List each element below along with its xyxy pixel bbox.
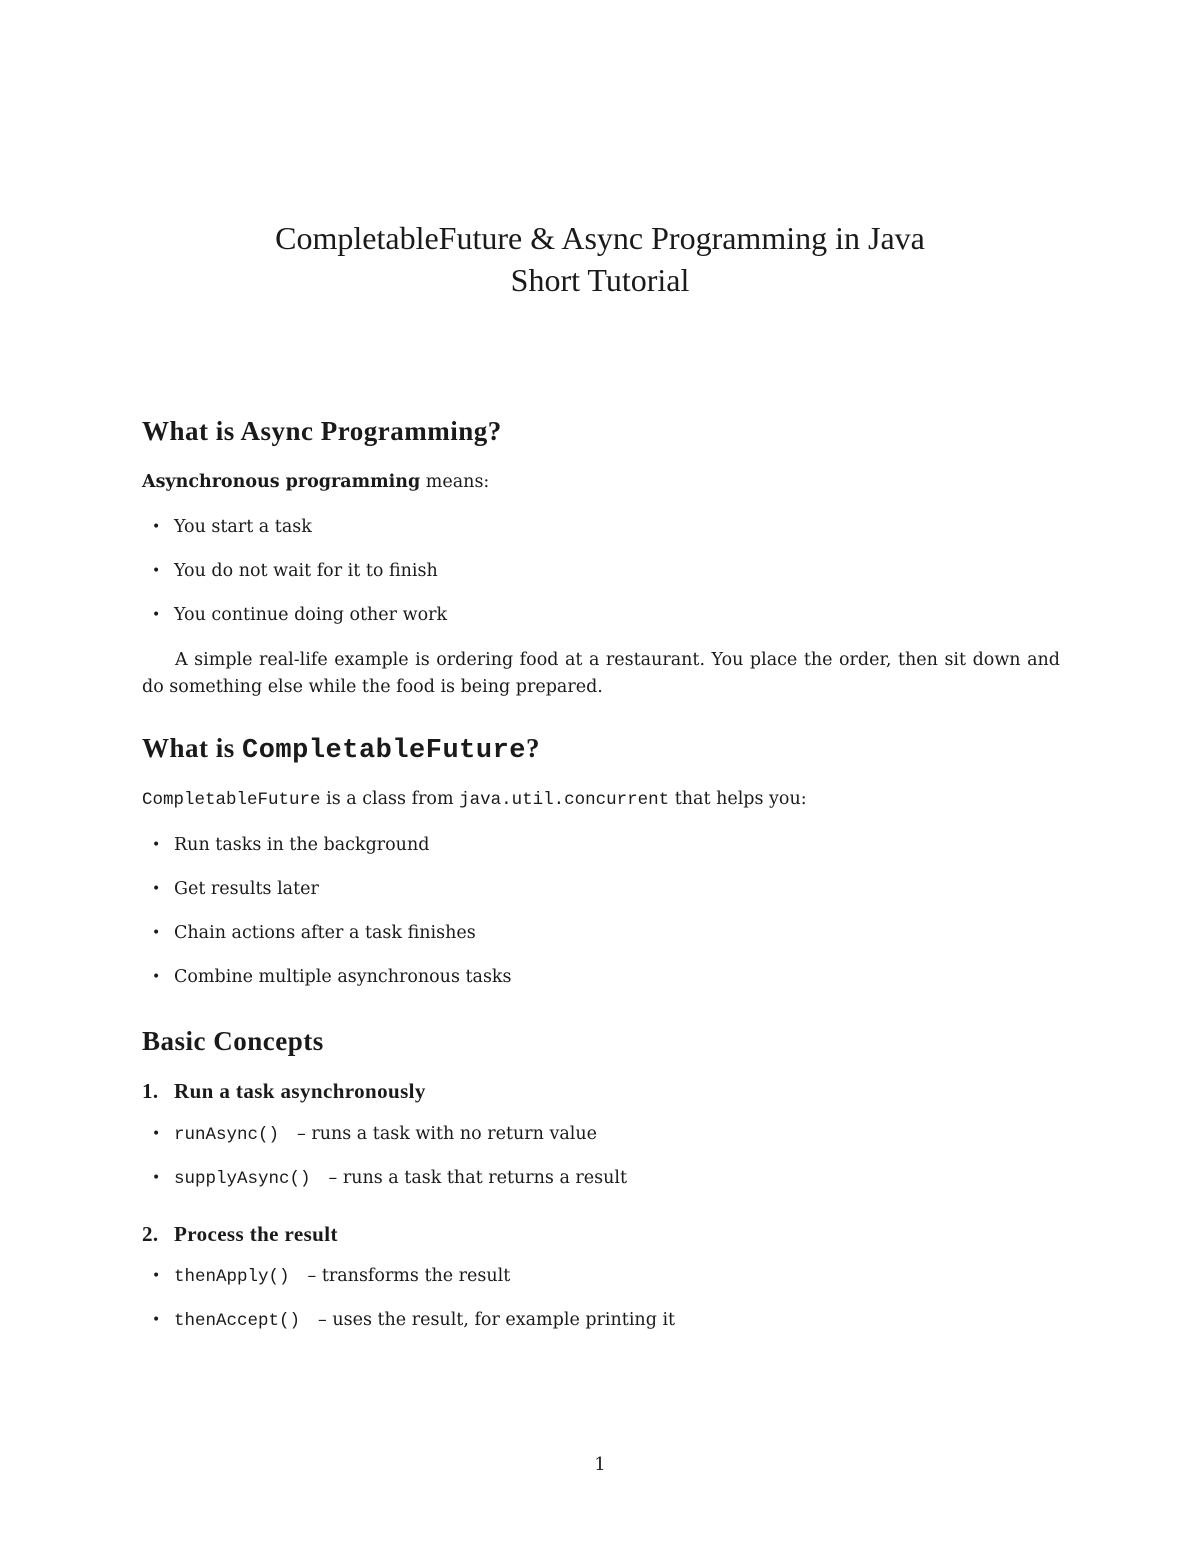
method-code: supplyAsync()	[174, 1169, 311, 1189]
subsection-title: Run a task asynchronously	[174, 1079, 426, 1103]
list-item	[142, 515, 447, 559]
section1-paragraph: A simple real-life example is ordering food at a restaurant. You place the order, then sit down and do something else while the food is being prepared.	[142, 650, 1060, 697]
list-item-text: You start a task	[174, 517, 312, 537]
subsection-heading-run-task	[142, 1079, 426, 1104]
subsection-number: 1.	[142, 1079, 159, 1103]
list-item-text: You continue doing other work	[174, 605, 448, 625]
bullet-icon: •	[152, 925, 161, 941]
section1-intro	[142, 472, 489, 492]
subsection-number: 2.	[142, 1222, 159, 1246]
document-title: CompletableFuture & Async Programming in Java	[275, 220, 925, 256]
intro-code-class: CompletableFuture	[142, 790, 321, 810]
section-heading-basic-concepts: Basic Concepts	[142, 1026, 324, 1056]
heading-prefix: What is	[142, 733, 243, 763]
list-item-text: Run tasks in the background	[174, 835, 430, 855]
list-item-text: Chain actions after a task finishes	[174, 923, 476, 943]
method-code: runAsync()	[174, 1125, 280, 1145]
method-description: – uses the result, for example printing it	[318, 1310, 676, 1330]
list-item	[142, 1264, 675, 1308]
section2-intro	[142, 789, 807, 810]
subsection-title: Process the result	[174, 1222, 338, 1246]
intro-text-2: that helps you:	[669, 789, 807, 809]
section1-bullet-list	[142, 515, 447, 647]
bullet-icon: •	[152, 1312, 161, 1328]
list-item	[142, 603, 447, 647]
list-item	[142, 1308, 675, 1352]
intro-code-package: java.util.concurrent	[459, 790, 670, 810]
list-item	[142, 1166, 627, 1210]
section2-bullet-list	[142, 833, 512, 1009]
list-item-text: You do not wait for it to finish	[174, 561, 438, 581]
run-task-list	[142, 1122, 627, 1210]
bullet-icon: •	[152, 1268, 161, 1284]
list-item	[142, 559, 447, 603]
list-item	[142, 877, 512, 921]
intro-rest: means:	[420, 472, 490, 492]
bullet-icon: •	[152, 519, 161, 535]
method-code: thenApply()	[174, 1267, 290, 1287]
intro-text-1: is a class from	[320, 789, 460, 809]
method-code: thenAccept()	[174, 1311, 301, 1331]
list-item	[142, 1122, 627, 1166]
list-item-text: Combine multiple asynchronous tasks	[174, 967, 512, 987]
heading-suffix: ?	[525, 733, 540, 763]
heading-code: CompletableFuture	[242, 736, 526, 766]
section-heading-async: What is Async Programming?	[142, 416, 502, 446]
document-subtitle: Short Tutorial	[510, 262, 690, 298]
list-item	[142, 965, 512, 1009]
section-heading-completablefuture	[142, 733, 540, 766]
method-description: – runs a task with no return value	[297, 1124, 597, 1144]
bullet-icon: •	[152, 969, 161, 985]
bullet-icon: •	[152, 837, 161, 853]
method-description: – runs a task that returns a result	[328, 1168, 628, 1188]
list-item	[142, 833, 512, 877]
page-number: 1	[594, 1454, 606, 1475]
bullet-icon: •	[152, 607, 161, 623]
bullet-icon: •	[152, 1126, 161, 1142]
bullet-icon: •	[152, 1170, 161, 1186]
bullet-icon: •	[152, 563, 161, 579]
list-item	[142, 921, 512, 965]
list-item-text: Get results later	[174, 879, 319, 899]
method-description: – transforms the result	[307, 1266, 511, 1286]
bullet-icon: •	[152, 881, 161, 897]
subsection-heading-process-result	[142, 1222, 338, 1247]
intro-bold-term: Asynchronous programming	[142, 472, 421, 492]
process-result-list	[142, 1264, 675, 1352]
